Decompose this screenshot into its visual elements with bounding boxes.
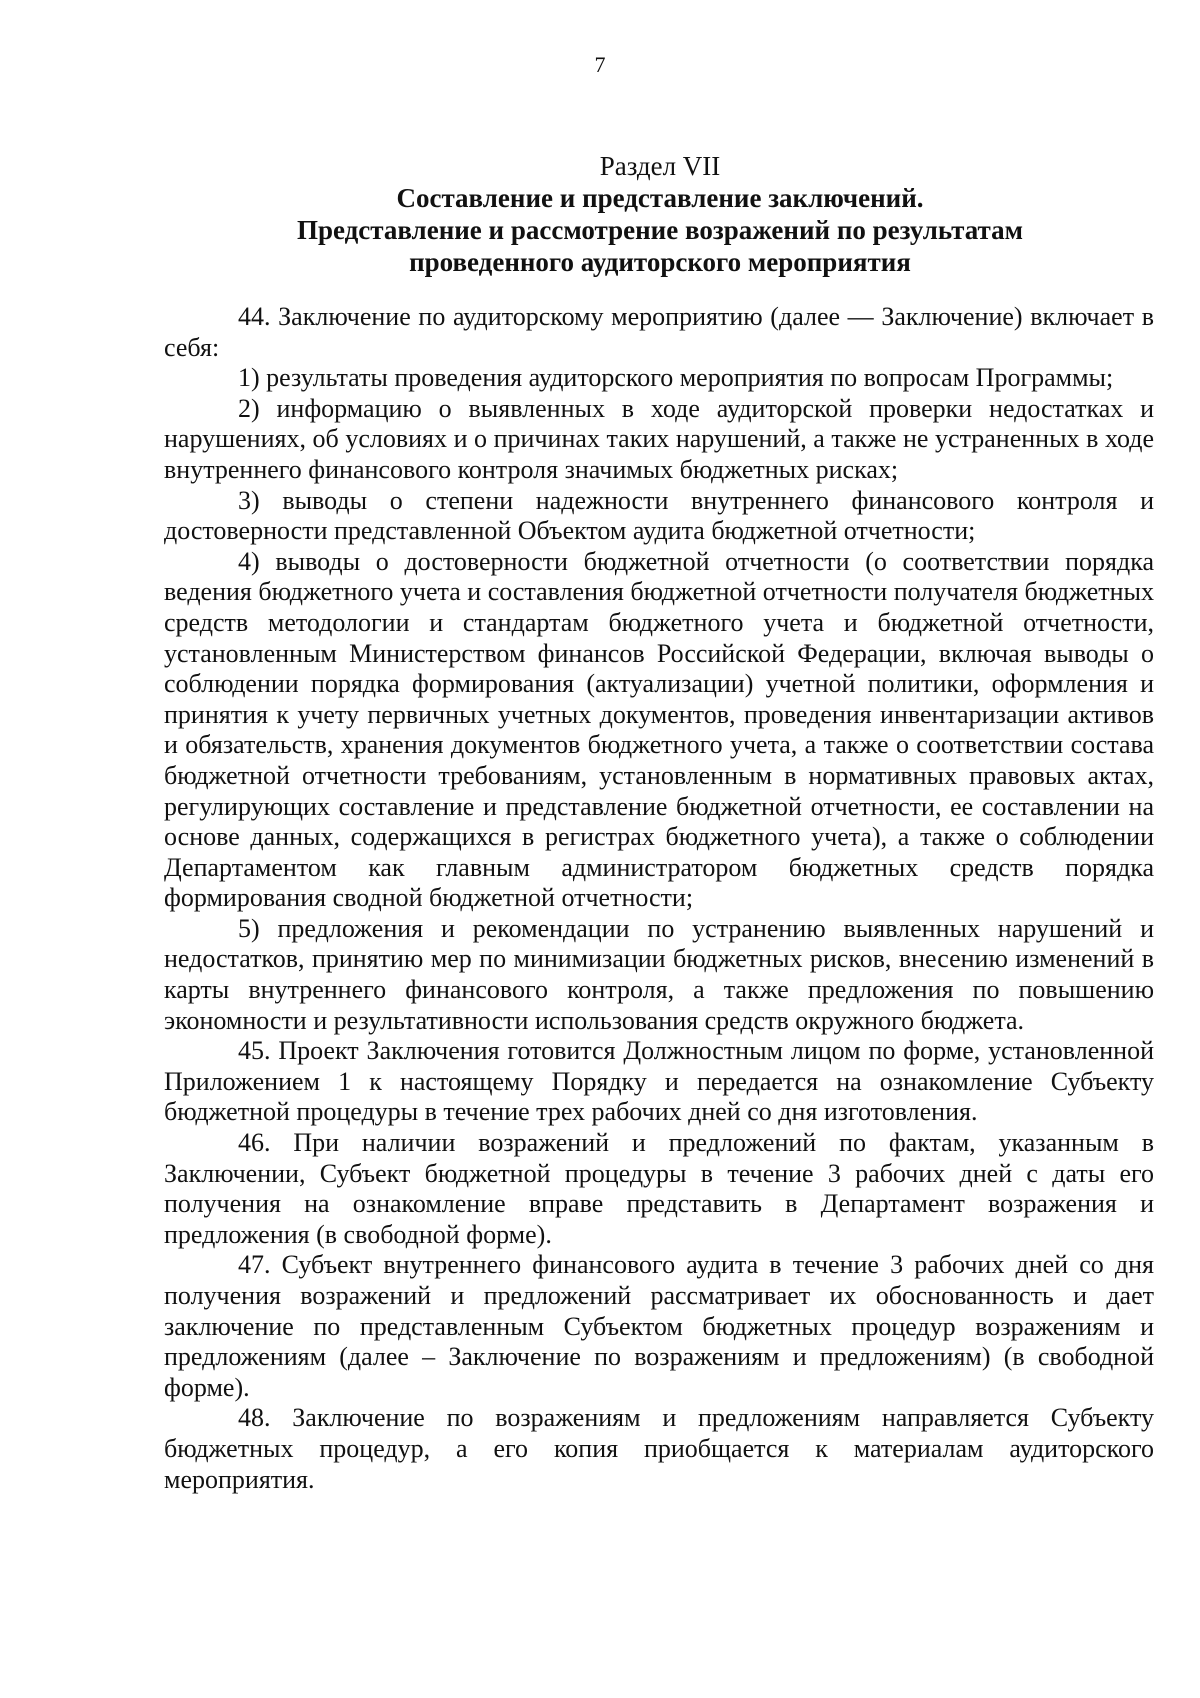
paragraph-44-item-1: 1) результаты проведения аудиторского мероприятия по вопросам Программы; [238, 363, 1114, 393]
section-title-line: проведенного аудиторского мероприятия [409, 247, 911, 277]
paragraph-48: 48. Заключение по возражениям и предложениям направляется Субъекту бюджетных процедур, а его копия приобщается к материалам аудиторского мероприятия. [164, 1403, 1154, 1494]
document-body [164, 302, 1154, 1495]
paragraph-44: 44. Заключение по аудиторскому мероприятию (далее — Заключение) включает в себя: [164, 302, 1154, 362]
section-title-line: Составление и представление заключений. [396, 183, 924, 213]
paragraph-44-item-4: 4) выводы о достоверности бюджетной отчетности (о соответствии порядка ведения бюджетного учета и составления бюджетной отчетности получателя бюджетных средств методологии и стандартам бюджетного учета и бюджетной отчетности, установленным Министерством финансов Российской Федерации, включая выводы о соблюдении порядка формирования (актуализации) учетной политики, оформления и принятия к учету первичных учетных документов, проведения инвентаризации активов и обязательств, хранения документов бюджетного учета, а также о соответствии состава бюджетной отчетности требованиям, установленным в нормативных правовых актах, регулирующих составление и представление бюджетной отчетности, ее составлении на основе данных, содержащихся в регистрах бюджетного учета), а также о соблюдении Департаментом как главным администратором бюджетных средств порядка формирования сводной бюджетной отчетности; [164, 546, 1154, 913]
paragraph-44-item-2: 2) информацию о выявленных в ходе аудиторской проверки недостатках и нарушениях, об условиях и о причинах таких нарушений, а также не устраненных в ходе внутреннего финансового контроля значимых бюджетных рисках; [164, 393, 1154, 484]
paragraph-46: 46. При наличии возражений и предложений по фактам, указанным в Заключении, Субъект бюджетной процедуры в течение 3 рабочих дней с даты его получения на ознакомление вправе представить в Департамент возражения и предложения (в свободной форме). [164, 1128, 1154, 1249]
section-heading [160, 150, 1160, 278]
section-title-line: Представление и рассмотрение возражений по результатам [296, 215, 1024, 245]
paragraph-47: 47. Субъект внутреннего финансового аудита в течение 3 рабочих дней со дня получения возражений и предложений рассматривает их обоснованность и дает заключение по представленным Субъектом бюджетных процедур возражениям и предложениям (далее – Заключение по возражениям и предложениям) (в свободной форме). [164, 1250, 1154, 1402]
paragraph-44-item-5: 5) предложения и рекомендации по устранению выявленных нарушений и недостатков, принятию мер по минимизации бюджетных рисков, внесению изменений в карты внутреннего финансового контроля, а также предложения по повышению экономности и результативности использования средств окружного бюджета. [164, 913, 1154, 1035]
paragraph-45: 45. Проект Заключения готовится Должностным лицом по форме, установленной Приложением 1 к настоящему Порядку и передается на ознакомление Субъекту бюджетной процедуры в течение трех рабочих дней со дня изготовления. [164, 1036, 1154, 1127]
paragraph-44-item-3: 3) выводы о степени надежности внутреннего финансового контроля и достоверности представленной Объектом аудита бюджетной отчетности; [164, 485, 1154, 546]
page-number: 7 [594, 52, 606, 77]
section-label: Раздел VII [599, 151, 721, 181]
